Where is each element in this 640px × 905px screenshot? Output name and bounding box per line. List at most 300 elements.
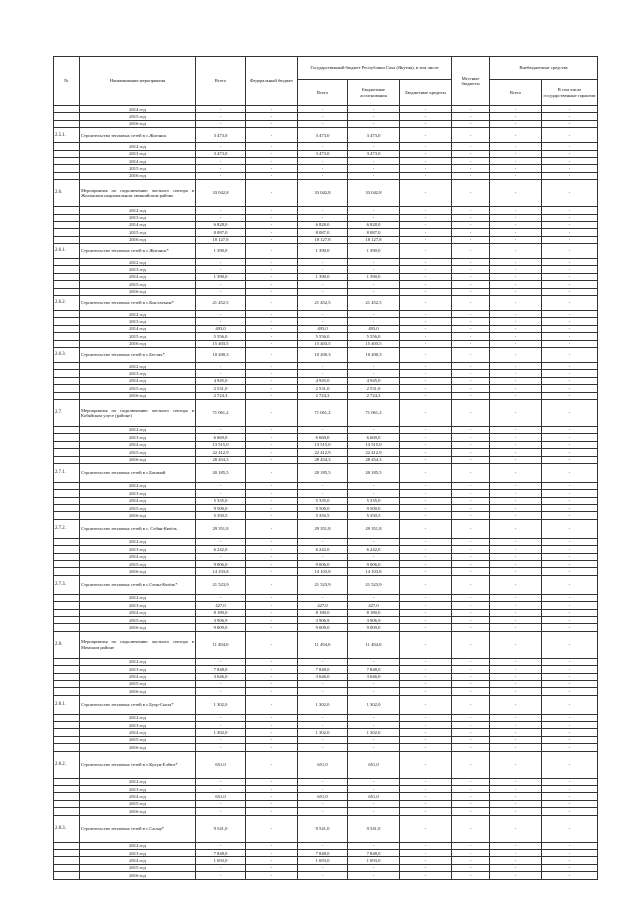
value-cell: - xyxy=(348,786,400,793)
value-cell: 14 103,8 xyxy=(298,568,348,575)
value-cell: - xyxy=(246,864,298,871)
value-cell: - xyxy=(452,512,490,519)
row-number-empty xyxy=(54,340,80,347)
value-cell: - xyxy=(452,714,490,721)
value-cell: - xyxy=(452,553,490,560)
value-cell: - xyxy=(246,815,298,842)
value-cell: 6 828,0 xyxy=(348,221,400,228)
value-cell: - xyxy=(490,113,542,120)
row-number: 2.6. xyxy=(54,180,80,207)
value-cell: - xyxy=(246,172,298,179)
value-cell: - xyxy=(246,786,298,793)
value-cell: - xyxy=(400,273,452,280)
value-cell: - xyxy=(348,800,400,807)
value-cell: - xyxy=(400,490,452,497)
value-cell: 21 523,9 xyxy=(348,575,400,594)
value-cell: - xyxy=(542,575,598,594)
value-cell: - xyxy=(348,778,400,785)
value-cell: - xyxy=(542,157,598,164)
value-cell: 3 473,0 xyxy=(348,150,400,157)
value-cell: - xyxy=(246,296,298,311)
value-cell: 1 390,0 xyxy=(348,244,400,259)
value-cell: - xyxy=(348,281,400,288)
value-cell: - xyxy=(542,808,598,815)
value-cell: - xyxy=(452,385,490,392)
value-cell: - xyxy=(400,568,452,575)
table-row-year xyxy=(54,490,598,497)
row-year: 2014 год xyxy=(80,609,196,616)
value-cell: - xyxy=(298,658,348,665)
value-cell: - xyxy=(490,463,542,482)
value-cell: 15 403,5 xyxy=(298,340,348,347)
value-cell: - xyxy=(246,546,298,553)
value-cell: - xyxy=(490,347,542,362)
value-cell: - xyxy=(400,736,452,743)
row-number-empty xyxy=(54,688,80,695)
value-cell: - xyxy=(490,318,542,325)
value-cell: - xyxy=(196,688,246,695)
value-cell: - xyxy=(298,872,348,879)
value-cell: - xyxy=(452,456,490,463)
row-number-empty xyxy=(54,736,80,743)
row-number-empty xyxy=(54,778,80,785)
row-number-empty xyxy=(54,624,80,631)
value-cell: - xyxy=(542,172,598,179)
value-cell: - xyxy=(452,172,490,179)
value-cell: - xyxy=(348,594,400,601)
value-cell: - xyxy=(490,575,542,594)
value-cell: - xyxy=(348,113,400,120)
value-cell: 8 087,0 xyxy=(298,229,348,236)
table-row-year xyxy=(54,434,598,441)
row-number-empty xyxy=(54,808,80,815)
row-number-empty xyxy=(54,456,80,463)
value-cell: 10 200,3 xyxy=(196,347,246,362)
value-cell: - xyxy=(400,318,452,325)
row-number: 2.6.1. xyxy=(54,244,80,259)
value-cell: - xyxy=(400,666,452,673)
value-cell: - xyxy=(298,778,348,785)
row-number-empty xyxy=(54,449,80,456)
value-cell: 5 556,0 xyxy=(196,333,246,340)
table-row-year xyxy=(54,259,598,266)
value-cell: - xyxy=(542,786,598,793)
value-cell: - xyxy=(348,808,400,815)
value-cell: - xyxy=(452,666,490,673)
value-cell: - xyxy=(246,624,298,631)
value-cell: - xyxy=(400,808,452,815)
value-cell: - xyxy=(246,482,298,489)
row-year: 2015 год xyxy=(80,449,196,456)
table-row-year xyxy=(54,616,598,623)
value-cell: - xyxy=(490,729,542,736)
value-cell: - xyxy=(490,714,542,721)
value-cell: 1 390,0 xyxy=(196,273,246,280)
table-row-year xyxy=(54,333,598,340)
row-year: 2013 год xyxy=(80,546,196,553)
row-year: 2014 год xyxy=(80,377,196,384)
value-cell: - xyxy=(452,778,490,785)
value-cell: - xyxy=(246,688,298,695)
value-cell: - xyxy=(490,150,542,157)
row-number-empty xyxy=(54,616,80,623)
value-cell: - xyxy=(490,434,542,441)
value-cell: - xyxy=(452,347,490,362)
row-number-empty xyxy=(54,377,80,384)
value-cell: - xyxy=(542,385,598,392)
value-cell: 28 454,3 xyxy=(298,456,348,463)
value-cell: 7 848,0 xyxy=(348,850,400,857)
value-cell: - xyxy=(452,120,490,127)
value-cell: - xyxy=(400,519,452,538)
row-number: 2.7.3. xyxy=(54,575,80,594)
value-cell: - xyxy=(490,490,542,497)
value-cell: - xyxy=(246,490,298,497)
value-cell: - xyxy=(196,266,246,273)
value-cell: - xyxy=(542,736,598,743)
value-cell: 29 351,8 xyxy=(196,519,246,538)
table-row-year xyxy=(54,872,598,879)
value-cell: - xyxy=(542,347,598,362)
value-cell: 28 454,3 xyxy=(196,456,246,463)
value-cell: 651,0 xyxy=(348,751,400,778)
table-row-year xyxy=(54,392,598,399)
value-cell: 13 515,0 xyxy=(348,441,400,448)
value-cell: 1 390,0 xyxy=(196,244,246,259)
value-cell: - xyxy=(452,113,490,120)
value-cell: - xyxy=(452,864,490,871)
row-number-empty xyxy=(54,362,80,369)
value-cell: 4 945,0 xyxy=(298,377,348,384)
value-cell: - xyxy=(298,362,348,369)
table-row-year xyxy=(54,150,598,157)
row-year: 2014 год xyxy=(80,729,196,736)
row-number-empty xyxy=(54,482,80,489)
value-cell: - xyxy=(196,680,246,687)
table-row-year xyxy=(54,157,598,164)
row-name: Строительство тепловых сетей в с.Сасыр* xyxy=(80,815,196,842)
row-name: Мероприятия по подключению частного сектора в Кобяйском улусе (районе) xyxy=(80,399,196,426)
row-number-empty xyxy=(54,172,80,179)
header-state: Государственный бюджет Республики Саха (Якутия), в том числе xyxy=(298,57,452,80)
value-cell: - xyxy=(490,680,542,687)
row-year: 2016 год xyxy=(80,744,196,751)
value-cell: 8 087,0 xyxy=(348,229,400,236)
table-row-item xyxy=(54,296,598,311)
value-cell: 13 515,0 xyxy=(196,441,246,448)
value-cell: - xyxy=(452,325,490,332)
value-cell: - xyxy=(298,714,348,721)
value-cell: 14 103,8 xyxy=(196,568,246,575)
row-number-empty xyxy=(54,538,80,545)
table-row-year xyxy=(54,214,598,221)
row-year: 2012 год xyxy=(80,362,196,369)
value-cell: - xyxy=(196,786,246,793)
value-cell: - xyxy=(246,392,298,399)
table-row-year xyxy=(54,426,598,433)
value-cell: - xyxy=(400,244,452,259)
table-body xyxy=(54,106,598,880)
value-cell: - xyxy=(452,546,490,553)
value-cell: 3 646,0 xyxy=(348,673,400,680)
row-year: 2016 год xyxy=(80,688,196,695)
value-cell: - xyxy=(298,165,348,172)
value-cell: - xyxy=(196,722,246,729)
value-cell: - xyxy=(452,229,490,236)
table-row-year xyxy=(54,236,598,243)
value-cell: - xyxy=(246,165,298,172)
value-cell: - xyxy=(490,311,542,318)
table-row-item xyxy=(54,575,598,594)
value-cell: - xyxy=(490,128,542,143)
row-number-empty xyxy=(54,106,80,113)
value-cell: - xyxy=(246,575,298,594)
value-cell: - xyxy=(400,172,452,179)
value-cell: - xyxy=(348,214,400,221)
value-cell: - xyxy=(490,426,542,433)
table-row-year xyxy=(54,850,598,857)
value-cell: - xyxy=(490,850,542,857)
value-cell: 5 335,0 xyxy=(196,497,246,504)
row-year: 2012 год xyxy=(80,259,196,266)
value-cell: - xyxy=(400,786,452,793)
value-cell: - xyxy=(348,658,400,665)
table-row-year xyxy=(54,505,598,512)
value-cell: - xyxy=(348,744,400,751)
value-cell: - xyxy=(452,538,490,545)
value-cell: - xyxy=(400,631,452,658)
value-cell: - xyxy=(298,106,348,113)
value-cell: - xyxy=(542,180,598,207)
value-cell: 15 403,5 xyxy=(348,340,400,347)
row-year: 2015 год xyxy=(80,165,196,172)
value-cell: - xyxy=(196,714,246,721)
value-cell: - xyxy=(246,744,298,751)
row-name: Строительство тепловых сетей в с.Жиганск* xyxy=(80,244,196,259)
value-cell: - xyxy=(400,463,452,482)
value-cell: - xyxy=(452,449,490,456)
value-cell: 21 523,9 xyxy=(196,575,246,594)
table-row-year xyxy=(54,311,598,318)
value-cell: - xyxy=(400,842,452,849)
value-cell: - xyxy=(246,157,298,164)
table-row-year xyxy=(54,456,598,463)
value-cell: 7 848,0 xyxy=(298,666,348,673)
value-cell: - xyxy=(490,695,542,714)
value-cell: - xyxy=(246,441,298,448)
value-cell: - xyxy=(452,688,490,695)
table-row-item xyxy=(54,180,598,207)
value-cell: - xyxy=(542,751,598,778)
value-cell: - xyxy=(490,602,542,609)
value-cell: - xyxy=(490,180,542,207)
value-cell: 20 185,5 xyxy=(348,463,400,482)
value-cell: - xyxy=(542,857,598,864)
value-cell: - xyxy=(400,399,452,426)
value-cell: - xyxy=(400,553,452,560)
value-cell: - xyxy=(542,850,598,857)
budget-table xyxy=(53,56,598,880)
value-cell: - xyxy=(542,441,598,448)
row-year: 2015 год xyxy=(80,281,196,288)
value-cell: 10 200,3 xyxy=(348,347,400,362)
value-cell: - xyxy=(400,680,452,687)
row-year: 2015 год xyxy=(80,616,196,623)
value-cell: - xyxy=(542,106,598,113)
row-year: 2015 год xyxy=(80,333,196,340)
value-cell: - xyxy=(490,266,542,273)
value-cell: - xyxy=(490,505,542,512)
value-cell: - xyxy=(298,120,348,127)
value-cell: - xyxy=(490,392,542,399)
value-cell: - xyxy=(542,143,598,150)
value-cell: - xyxy=(400,377,452,384)
value-cell: - xyxy=(490,857,542,864)
value-cell: 6 669,0 xyxy=(298,434,348,441)
value-cell: - xyxy=(246,113,298,120)
value-cell: 7 848,0 xyxy=(196,850,246,857)
row-number-empty xyxy=(54,266,80,273)
value-cell: 20 185,5 xyxy=(298,463,348,482)
value-cell: 4 945,0 xyxy=(348,377,400,384)
table-row-year xyxy=(54,658,598,665)
row-year: 2015 год xyxy=(80,736,196,743)
table-row-year xyxy=(54,340,598,347)
value-cell: 18 127,8 xyxy=(348,236,400,243)
row-year: 2016 год xyxy=(80,808,196,815)
header-off-state-programs: В том числе государственные гарантии xyxy=(542,80,598,106)
value-cell: 10 200,3 xyxy=(298,347,348,362)
value-cell: 9 541,0 xyxy=(196,815,246,842)
row-number-empty xyxy=(54,236,80,243)
value-cell: - xyxy=(490,842,542,849)
value-cell: - xyxy=(348,311,400,318)
value-cell: - xyxy=(490,221,542,228)
value-cell: - xyxy=(542,519,598,538)
value-cell: - xyxy=(542,793,598,800)
value-cell: 3 906,9 xyxy=(196,616,246,623)
value-cell: - xyxy=(246,602,298,609)
value-cell: - xyxy=(298,842,348,849)
row-year: 2016 год xyxy=(80,288,196,295)
value-cell: 22 412,9 xyxy=(298,449,348,456)
value-cell: - xyxy=(400,259,452,266)
value-cell: - xyxy=(542,273,598,280)
value-cell: - xyxy=(490,744,542,751)
value-cell: - xyxy=(542,229,598,236)
value-cell: 6 828,0 xyxy=(298,221,348,228)
value-cell: - xyxy=(246,229,298,236)
row-year: 2015 год xyxy=(80,561,196,568)
value-cell: - xyxy=(542,631,598,658)
row-number-empty xyxy=(54,568,80,575)
value-cell: - xyxy=(542,505,598,512)
value-cell: 6 242,0 xyxy=(298,546,348,553)
row-number-empty xyxy=(54,561,80,568)
value-cell: - xyxy=(400,872,452,879)
value-cell: - xyxy=(196,288,246,295)
table-row-year xyxy=(54,143,598,150)
value-cell: - xyxy=(246,273,298,280)
value-cell: 9 006,0 xyxy=(348,561,400,568)
value-cell: - xyxy=(452,695,490,714)
value-cell: - xyxy=(452,505,490,512)
header-federal: Федеральный бюджет xyxy=(246,57,298,106)
row-year: 2016 год xyxy=(80,456,196,463)
value-cell: - xyxy=(490,568,542,575)
row-number-empty xyxy=(54,786,80,793)
table-row-year xyxy=(54,857,598,864)
value-cell: - xyxy=(348,143,400,150)
table-row-year xyxy=(54,165,598,172)
value-cell: - xyxy=(542,722,598,729)
table-row-year xyxy=(54,512,598,519)
row-number-empty xyxy=(54,113,80,120)
value-cell: - xyxy=(246,236,298,243)
value-cell: - xyxy=(246,680,298,687)
value-cell: - xyxy=(490,688,542,695)
value-cell: - xyxy=(452,128,490,143)
value-cell: 1 693,0 xyxy=(348,857,400,864)
value-cell: 14 103,8 xyxy=(348,568,400,575)
value-cell: 7 848,0 xyxy=(348,666,400,673)
value-cell: - xyxy=(400,624,452,631)
value-cell: - xyxy=(298,808,348,815)
value-cell: - xyxy=(348,120,400,127)
value-cell: - xyxy=(490,546,542,553)
row-year: 2016 год xyxy=(80,872,196,879)
value-cell: - xyxy=(196,778,246,785)
value-cell: - xyxy=(542,370,598,377)
value-cell: 71 061,2 xyxy=(348,399,400,426)
value-cell: 71 061,2 xyxy=(298,399,348,426)
value-cell: - xyxy=(542,288,598,295)
value-cell: - xyxy=(246,497,298,504)
value-cell: - xyxy=(400,288,452,295)
value-cell: 1 390,0 xyxy=(298,244,348,259)
value-cell: - xyxy=(246,214,298,221)
table-row-year xyxy=(54,449,598,456)
value-cell: - xyxy=(452,568,490,575)
table-row-year xyxy=(54,786,598,793)
value-cell: 9 500,0 xyxy=(298,505,348,512)
value-cell: - xyxy=(542,399,598,426)
table-row-item xyxy=(54,244,598,259)
value-cell: - xyxy=(400,658,452,665)
row-number-empty xyxy=(54,259,80,266)
value-cell: - xyxy=(246,512,298,519)
value-cell: - xyxy=(542,311,598,318)
row-number-empty xyxy=(54,546,80,553)
value-cell: 1 302,0 xyxy=(348,729,400,736)
value-cell: - xyxy=(196,594,246,601)
value-cell: - xyxy=(400,512,452,519)
value-cell: - xyxy=(542,221,598,228)
row-number: 2.8.3. xyxy=(54,815,80,842)
row-number-empty xyxy=(54,609,80,616)
value-cell: - xyxy=(348,259,400,266)
row-year: 2015 год xyxy=(80,385,196,392)
value-cell: - xyxy=(490,172,542,179)
value-cell: - xyxy=(348,172,400,179)
value-cell: 3 473,0 xyxy=(348,128,400,143)
table-row-item xyxy=(54,815,598,842)
value-cell: 5 335,0 xyxy=(348,497,400,504)
value-cell: - xyxy=(452,842,490,849)
value-cell: - xyxy=(400,362,452,369)
value-cell: - xyxy=(196,842,246,849)
value-cell: - xyxy=(246,666,298,673)
